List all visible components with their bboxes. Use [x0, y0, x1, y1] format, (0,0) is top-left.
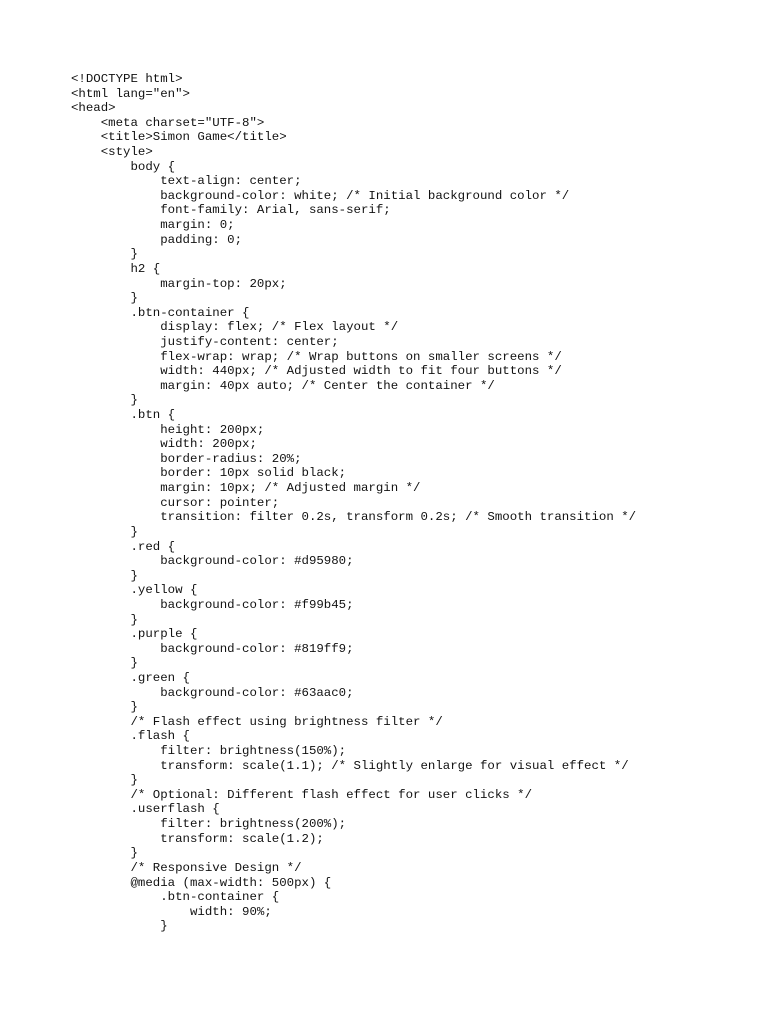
code-line: background-color: #f99b45; — [71, 597, 354, 612]
code-line: background-color: #819ff9; — [71, 641, 354, 656]
code-line: margin: 40px auto; /* Center the container */ — [71, 378, 495, 393]
code-line: background-color: #d95980; — [71, 554, 354, 569]
code-line: flex-wrap: wrap; /* Wrap buttons on smaller screens */ — [71, 349, 562, 364]
code-line: } — [71, 291, 138, 306]
code-line: } — [71, 700, 138, 715]
code-line: .userflash { — [71, 802, 220, 817]
code-line: border-radius: 20%; — [71, 451, 302, 466]
code-line: .btn-container { — [71, 890, 280, 905]
code-line: width: 440px; /* Adjusted width to fit four buttons */ — [71, 364, 562, 379]
code-line: transition: filter 0.2s, transform 0.2s; /* Smooth transition */ — [71, 510, 637, 525]
code-line: /* Optional: Different flash effect for user clicks */ — [71, 787, 533, 802]
code-line: display: flex; /* Flex layout */ — [71, 320, 399, 335]
code-line: } — [71, 247, 138, 262]
code-line: <meta charset="UTF-8"> — [71, 115, 265, 130]
code-line: transform: scale(1.2); — [71, 831, 324, 846]
code-line: justify-content: center; — [71, 334, 339, 349]
code-line: height: 200px; — [71, 422, 265, 437]
code-line: /* Flash effect using brightness filter */ — [71, 714, 443, 729]
code-listing — [71, 72, 636, 934]
code-line: } — [71, 773, 138, 788]
code-line: margin: 0; — [71, 218, 235, 233]
code-line: } — [71, 393, 138, 408]
code-line: <style> — [71, 145, 153, 160]
code-line: padding: 0; — [71, 232, 243, 247]
code-line: <head> — [71, 101, 116, 116]
code-line: } — [71, 568, 138, 583]
code-line: } — [71, 919, 168, 934]
code-line: /* Responsive Design */ — [71, 860, 302, 875]
code-line: body { — [71, 159, 176, 174]
code-line: background-color: #63aac0; — [71, 685, 354, 700]
code-line: width: 90%; — [71, 904, 272, 919]
code-line: background-color: white; /* Initial background color */ — [71, 188, 570, 203]
code-line: filter: brightness(200%); — [71, 817, 347, 832]
code-line: .purple { — [71, 627, 198, 642]
code-line: .flash { — [71, 729, 190, 744]
code-line: <!DOCTYPE html> — [71, 72, 183, 86]
code-line: width: 200px; — [71, 437, 257, 452]
code-line: .yellow { — [71, 583, 198, 598]
code-line: } — [71, 656, 138, 671]
code-line: cursor: pointer; — [71, 495, 280, 510]
code-line: font-family: Arial, sans-serif; — [71, 203, 391, 218]
code-line: h2 { — [71, 261, 161, 276]
code-line: border: 10px solid black; — [71, 466, 347, 481]
code-line: filter: brightness(150%); — [71, 744, 347, 759]
code-line: @media (max-width: 500px) { — [71, 875, 332, 890]
code-line: margin-top: 20px; — [71, 276, 287, 291]
code-line: } — [71, 846, 138, 861]
code-line: margin: 10px; /* Adjusted margin */ — [71, 481, 421, 496]
code-line: } — [71, 524, 138, 539]
code-line: transform: scale(1.1); /* Slightly enlarge for visual effect */ — [71, 758, 629, 773]
code-line: .btn-container { — [71, 305, 250, 320]
code-line: <html lang="en"> — [71, 86, 190, 101]
code-line: } — [71, 612, 138, 627]
code-line: .red { — [71, 539, 176, 554]
code-line: <title>Simon Game</title> — [71, 130, 287, 145]
code-line: .green { — [71, 670, 190, 685]
code-line: text-align: center; — [71, 174, 302, 189]
code-line: .btn { — [71, 408, 176, 423]
